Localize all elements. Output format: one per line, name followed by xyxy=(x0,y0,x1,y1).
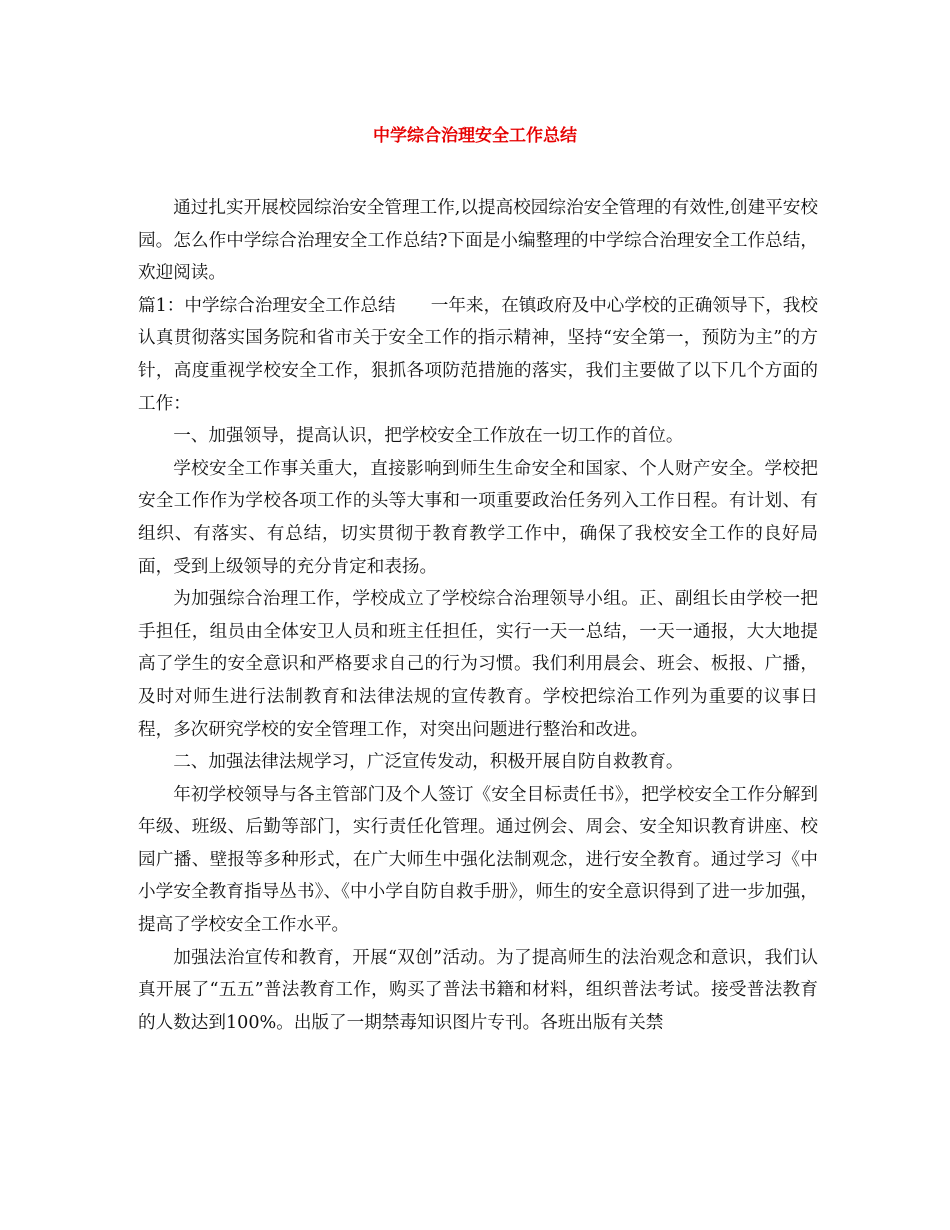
document-title: 中学综合治理安全工作总结 xyxy=(373,126,577,146)
paragraph: 加强法治宣传和教育，开展“双创”活动。为了提高师生的法治观念和意识，我们认真开展了“五五”普法教育工作，购买了普法书籍和材料，组织普法考试。接受普法教育的人数达到100%。出版了一期禁毒知识图片专刊。各班出版有关禁 xyxy=(138,947,818,1033)
document-body xyxy=(138,192,818,1039)
paragraph: 为加强综合治理工作，学校成立了学校综合治理领导小组。正、副组长由学校一把手担任，组员由全体安卫人员和班主任担任，实行一天一总结，一天一通报，大大地提高了学生的安全意识和严格要求自己的行为习惯。我们利用晨会、班会、板报、广播，及时对师生进行法制教育和法律法规的宣传教育。学校把综治工作列为重要的议事日程，多次研究学校的安全管理工作，对突出问题进行整治和改进。 xyxy=(138,589,818,740)
paragraph-part1-opening: 篇1：中学综合治理安全工作总结 一年来，在镇政府及中心学校的正确领导下，我校认真贯彻落实国务院和省市关于安全工作的指示精神，坚持“安全第一，预防为主”的方针，高度重视学校安全工作，狠抓各项防范措施的落实，我们主要做了以下几个方面的工作： xyxy=(138,295,818,414)
paragraph: 年初学校领导与各主管部门及个人签订《安全目标责任书》，把学校安全工作分解到年级、班级、后勤等部门，实行责任化管理。通过例会、周会、安全知识教育讲座、校园广播、壁报等多种形式，在广大师生中强化法制观念，进行安全教育。通过学习《中小学安全教育指导丛书》、《中小学自防自救手册》，师生的安全意识得到了进一步加强，提高了学校安全工作水平。 xyxy=(138,784,818,936)
section-heading-2: 二、加强法律法规学习，广泛宣传发动，积极开展自防自救教育。 xyxy=(173,752,684,773)
paragraph: 学校安全工作事关重大，直接影响到师生生命安全和国家、个人财产安全。学校把安全工作作为学校各项工作的头等大事和一项重要政治任务列入工作日程。有计划、有组织、有落实、有总结，切实贯彻于教育教学工作中，确保了我校安全工作的良好局面，受到上级领导的充分肯定和表扬。 xyxy=(138,458,818,577)
paragraph-intro: 通过扎实开展校园综治安全管理工作,以提高校园综治安全管理的有效性,创建平安校园。怎么作中学综合治理安全工作总结?下面是小编整理的中学综合治理安全工作总结，欢迎阅读。 xyxy=(138,198,818,284)
section-heading-1: 一、加强领导，提高认识，把学校安全工作放在一切工作的首位。 xyxy=(173,426,684,447)
